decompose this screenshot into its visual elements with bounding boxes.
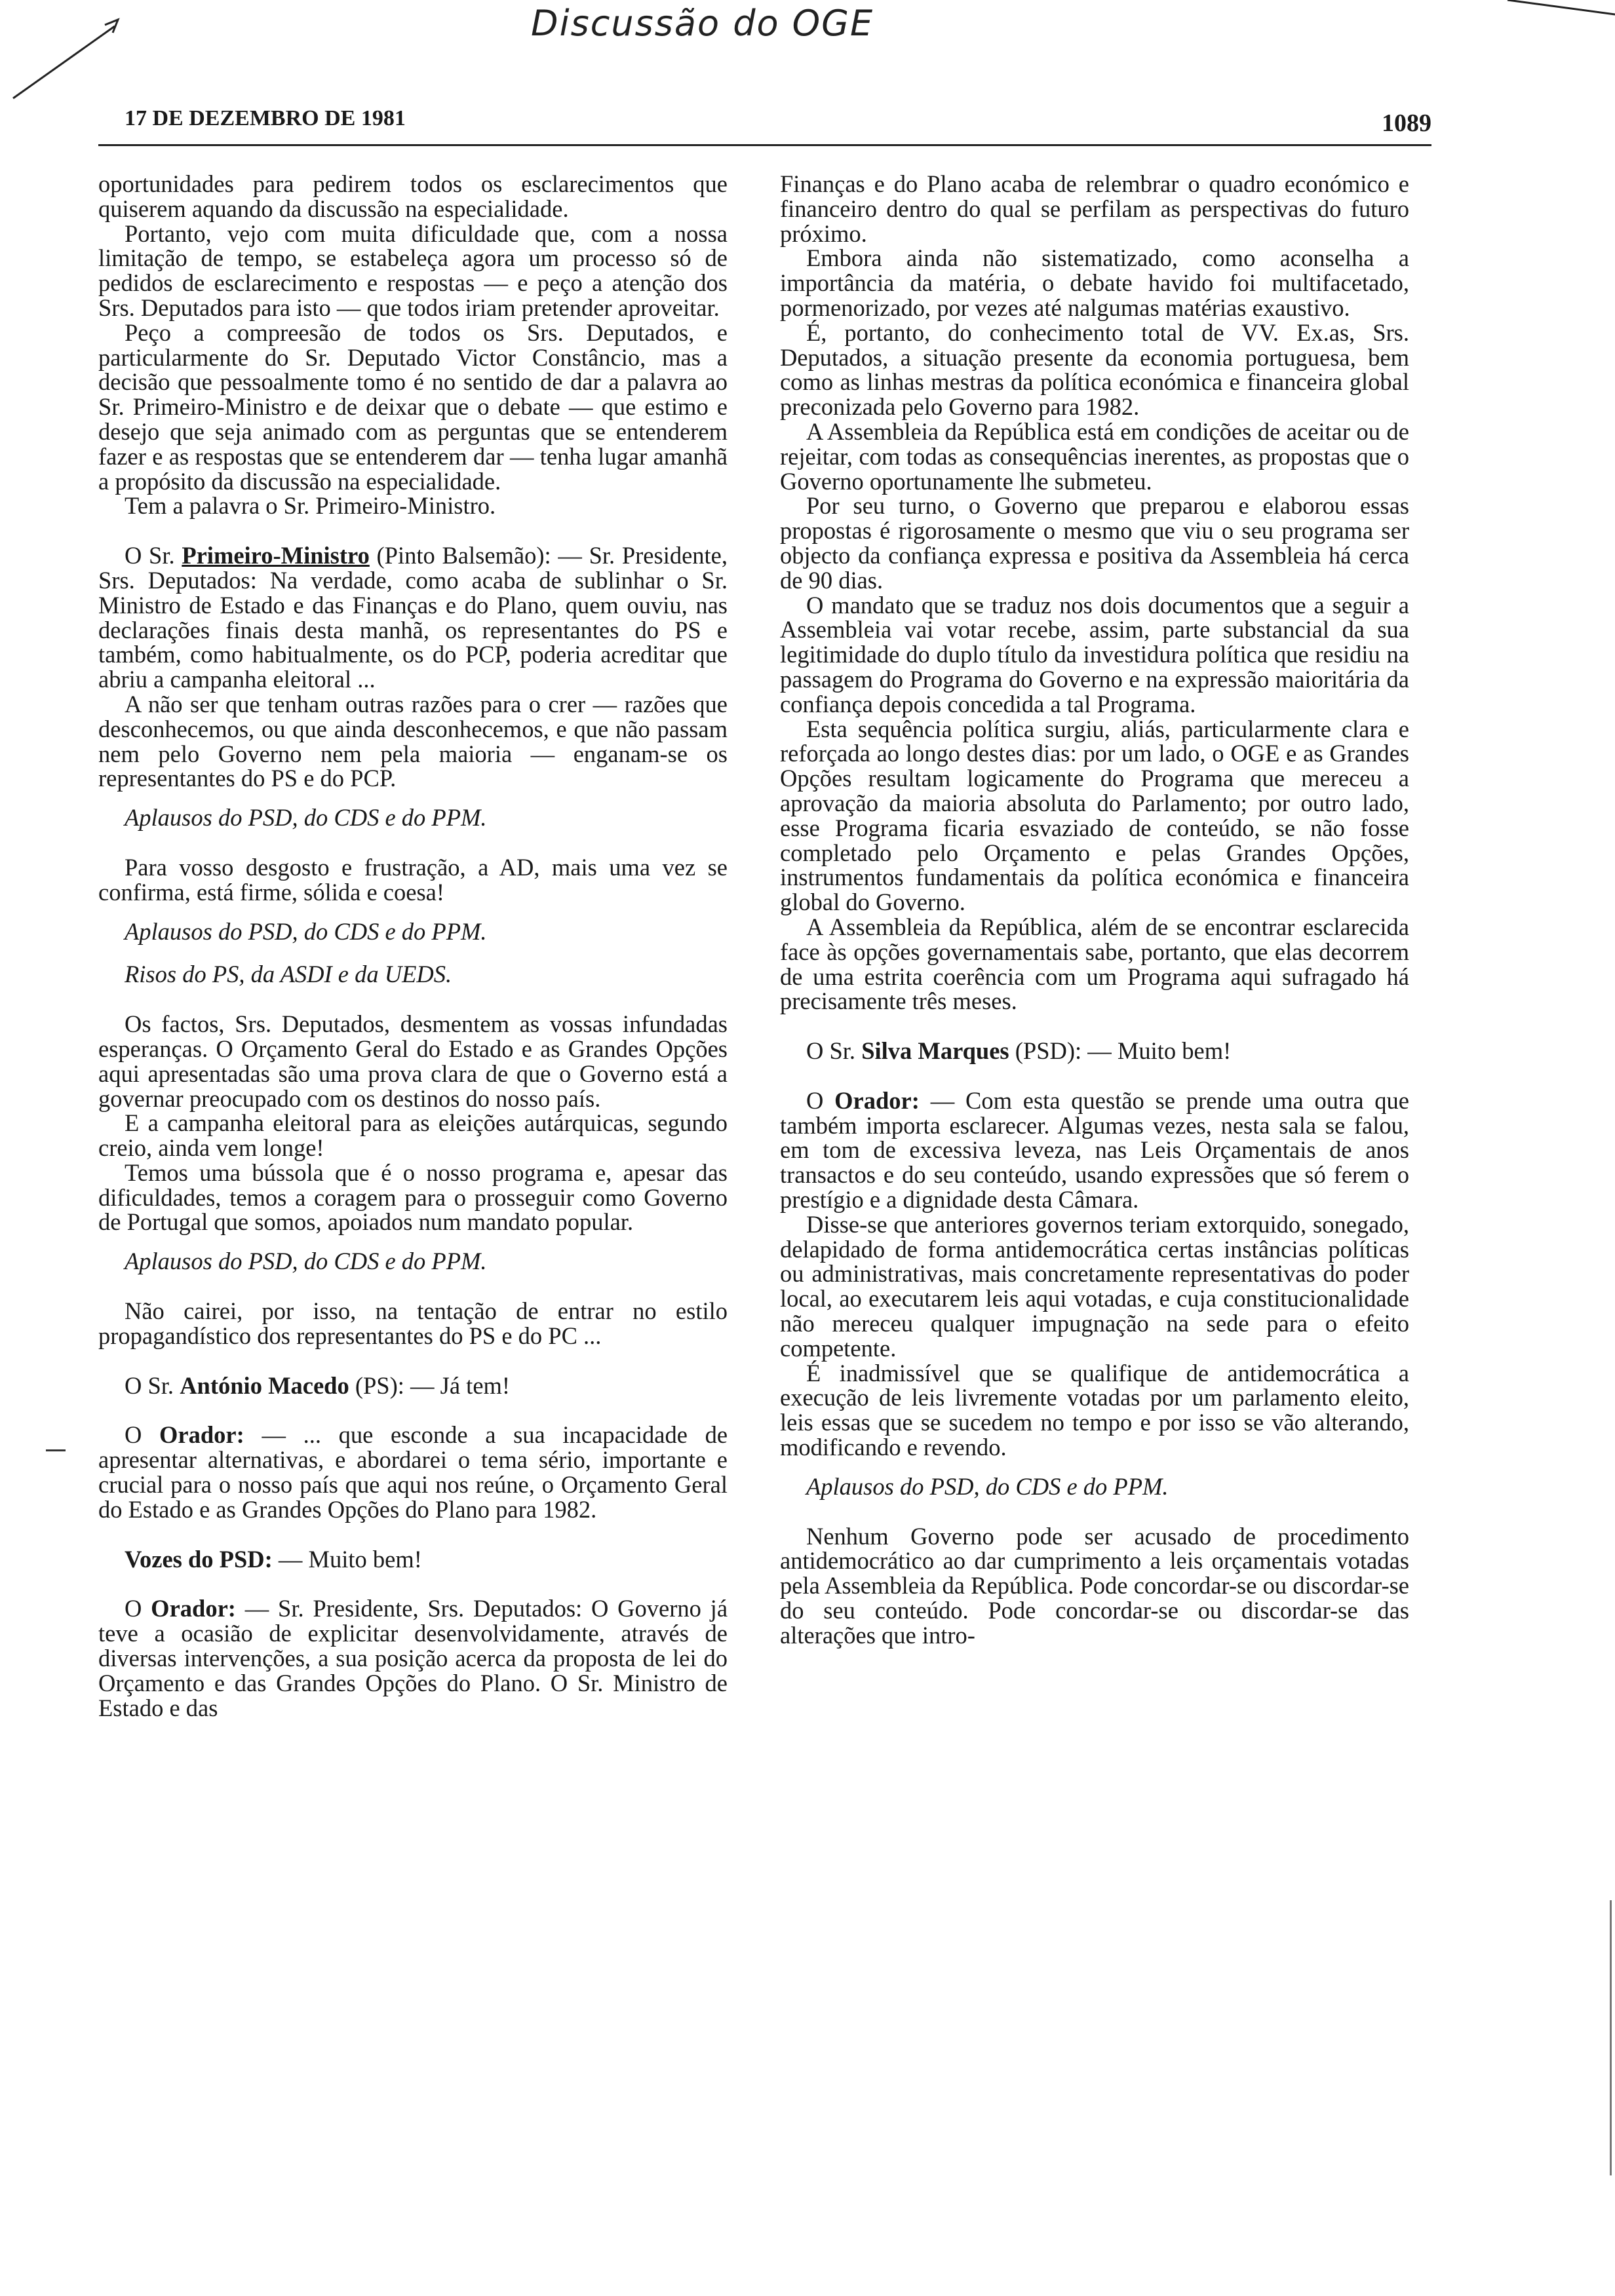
paragraph: oportunidades para pedirem todos os esclarecimentos que quiserem aquando da discussão na especialidade. — [98, 170, 728, 222]
speech-paragraph: Vozes do PSD: — Muito bem! — [125, 1545, 422, 1573]
paragraph: A Assembleia da República, além de se encontrar esclarecida face às opções governamentais sabe, portanto, que elas decorrem de uma estrita coerência com um Programa aqui sufragado há precisamente três meses. — [780, 913, 1409, 1015]
stage-direction: Risos do PS, da ASDI e da UEDS. — [125, 961, 452, 988]
left-column — [98, 172, 728, 1720]
paragraph: Nenhum Governo pode ser acusado de procedimento antidemocrático ao dar cumprimento a leis orçamentais votadas pela Assembleia da República. Pode concordar-se ou discordar-se do seu conteúdo. Pode concordar-se ou discordar-se das alterações que intro- — [780, 1522, 1409, 1649]
paragraph: A não ser que tenham outras razões para o crer — razões que desconhecemos, ou que ainda desconhecemos, e que não passam nem pelo Governo nem pela maioria — enganam-se os representantes do PS e do PCP. — [98, 690, 728, 792]
page-header — [98, 105, 1431, 146]
speech-paragraph: O Sr. Primeiro-Ministro (Pinto Balsemão): — Sr. Presidente, Srs. Deputados: Na verdade, como acaba de sublinhar o Sr. Ministro de Estado e das Finanças e do Plano, quem ouviu, nas declarações finais desta manhã, os representantes do PS e também, como habitualmente, os do PCP, poderia acreditar que abriu a campanha eleitoral ... — [98, 542, 728, 693]
paragraph: Finanças e do Plano acaba de relembrar o quadro económico e financeiro dentro do qual se perfilam as perspectivas do futuro próximo. — [780, 170, 1409, 247]
speaker-name: Primeiro-Ministro — [182, 542, 370, 569]
scan-edge-line — [1610, 1900, 1612, 2175]
paragraph: Tem a palavra o Sr. Primeiro-Ministro. — [125, 492, 496, 520]
paragraph: É inadmissível que se qualifique de antidemocrática a execução de leis livremente votadas por um parlamento eleito, leis essas que se sucedem no tempo e por isso se vão alterando, modificando e revendo. — [780, 1359, 1409, 1461]
paragraph: O mandato que se traduz nos dois documentos que a seguir a Assembleia vai votar recebe, assim, parte substancial da sua legitimidade do duplo título da investidura política que residiu na passagem do Programa do Governo e na expressão maioritária da confiança depois concedida a tal Programa. — [780, 591, 1409, 718]
paragraph: E a campanha eleitoral para as eleições autárquicas, segundo creio, ainda vem longe! — [98, 1109, 728, 1162]
paragraph: Esta sequência política surgiu, aliás, particularmente clara e reforçada ao longo destes dias: por um lado, o OGE e as Grandes Opções resultam logicamente do Programa que mereceu a aprovação da maioria absoluta do Parlamento; por outro lado, esse Programa ficaria esvaziado de conteúdo, se não fosse completado pelo Orçamento e pelas Grandes Opções, instrumentos fundamentais da política económica e financeira global do Governo. — [780, 715, 1409, 916]
stage-direction: Aplausos do PSD, do CDS e do PPM. — [125, 1248, 487, 1275]
speaker-name: Orador: — [834, 1086, 920, 1114]
speech-paragraph: O Orador: — ... que esconde a sua incapacidade de apresentar alternativas, e abordarei o tema sério, importante e crucial para o nosso país que aqui nos reúne, o Orçamento Geral do Estado e as Grandes Opções do Plano para 1982. — [98, 1421, 728, 1523]
paragraph: Disse-se que anteriores governos teriam extorquido, sonegado, delapidado de forma antidemocrática certas instâncias políticas ou administrativas, mais concretamente representativas do poder local, ao executarem leis aqui votadas, e cuja constitucionalidade não mereceu qualquer impugnação na sede para o efeito competente. — [780, 1210, 1409, 1362]
paragraph: Peço a compreesão de todos os Srs. Deputados, e particularmente do Sr. Deputado Victor Constâncio, mas a decisão que pessoalmente tomo é no sentido de dar a palavra ao Sr. Primeiro-Ministro e de deixar que o debate — que estimo e desejo que seja animado com as perguntas que se entenderem fazer e as respostas que se entenderem dar — tenha lugar amanhã a propósito da discussão na especialidade. — [98, 318, 728, 495]
speaker-name: Orador: — [159, 1421, 244, 1449]
speech-paragraph: O Sr. Silva Marques (PSD): — Muito bem! — [806, 1037, 1232, 1065]
speaker-name: Silva Marques — [861, 1037, 1009, 1065]
stage-direction: Aplausos do PSD, do CDS e do PPM. — [125, 917, 487, 945]
speech-paragraph: O Sr. António Macedo (PS): — Já tem! — [125, 1371, 511, 1399]
speaker-name: Orador: — [151, 1595, 236, 1622]
paragraph: Para vosso desgosto e frustração, a AD, mais uma vez se confirma, está firme, sólida e coesa! — [98, 853, 728, 906]
handwritten-annotation: Discussão do OGE — [531, 3, 874, 44]
paragraph: É, portanto, do conhecimento total de VV. Ex.as, Srs. Deputados, a situação presente da economia portuguesa, bem como as linhas mestras da política económica e financeira global preconizada pelo Governo para 1982. — [780, 318, 1409, 421]
paragraph: Os factos, Srs. Deputados, desmentem as vossas infundadas esperanças. O Orçamento Geral do Estado e as Grandes Opções aqui apresentadas são uma prova clara de que o Governo está a governar preocupado com os destinos do nosso país. — [98, 1010, 728, 1112]
paragraph: Por seu turno, o Governo que preparou e elaborou essas propostas é rigorosamente o mesmo que viu o seu programa ser objecto da confiança expressa e positiva da Assembleia há cerca de 90 dias. — [780, 492, 1409, 594]
speech-paragraph: O Orador: — Sr. Presidente, Srs. Deputados: O Governo já teve a ocasião de explicitar desenvolvidamente, através de diversas intervenções, a sua posição acerca da proposta de lei do Orçamento e das Grandes Opções do Plano. O Sr. Ministro de Estado e das — [98, 1595, 728, 1721]
header-date: 17 DE DEZEMBRO DE 1981 — [125, 106, 406, 130]
stage-direction: Aplausos do PSD, do CDS e do PPM. — [125, 804, 487, 832]
paragraph: Temos uma bússola que é o nosso programa e, apesar das dificuldades, temos a coragem para o prosseguir como Governo de Portugal que somos, apoiados num mandato popular. — [98, 1158, 728, 1236]
stage-direction: Aplausos do PSD, do CDS e do PPM. — [806, 1472, 1169, 1500]
page-number: 1089 — [1382, 109, 1431, 137]
paragraph: Embora ainda não sistematizado, como aconselha a importância da matéria, o debate havido foi multifacetado, pormenorizado, por vezes até nalgumas matérias exaustivo. — [780, 244, 1409, 321]
speaker-name: António Macedo — [180, 1371, 349, 1399]
paragraph: A Assembleia da República está em condições de aceitar ou de rejeitar, com todas as consequências inerentes, as propostas que o Governo oportunamente lhe submeteu. — [780, 417, 1409, 495]
paragraph: Portanto, vejo com muita dificuldade que, com a nossa limitação de tempo, se estabeleça agora um processo só de pedidos de esclarecimento e respostas — e peço a atenção dos Srs. Deputados para isto — que todos iriam pretender aproveitar. — [98, 220, 728, 321]
margin-mark — [46, 1449, 66, 1451]
speaker-name: Vozes do PSD: — [125, 1545, 273, 1573]
right-column — [780, 172, 1409, 1648]
paragraph: Não cairei, por isso, na tentação de entrar no estilo propagandístico dos representantes do PS e do PC ... — [98, 1297, 728, 1349]
speech-paragraph: O Orador: — Com esta questão se prende uma outra que também importa esclarecer. Algumas vezes, nesta sala se falou, em tom de excessiva leveza, nas Leis Orçamentais de anos transactos e do seu conteúdo, usando expressões que só ferem o prestígio e a dignidade desta Câmara. — [780, 1086, 1410, 1214]
